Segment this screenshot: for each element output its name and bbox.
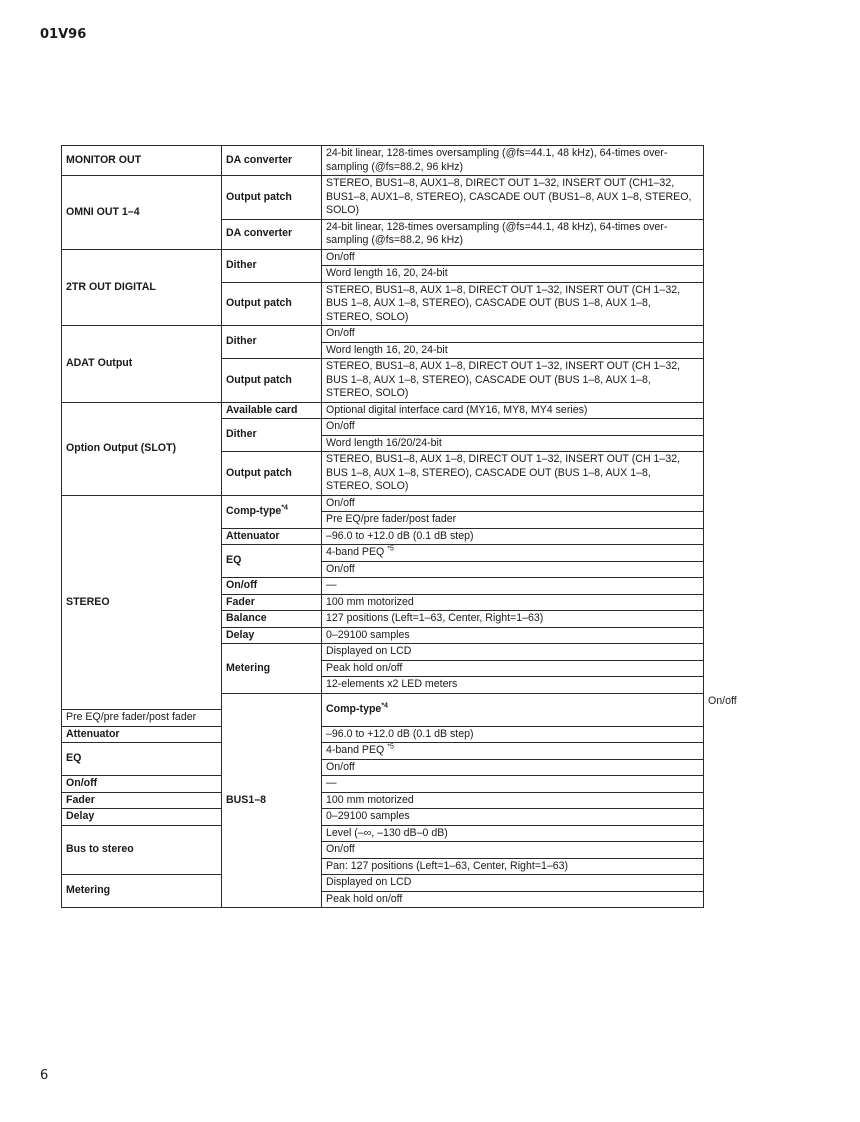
param-label: EQ (222, 545, 322, 578)
param-value: Peak hold on/off (322, 891, 704, 908)
param-label: Output patch (222, 282, 322, 326)
param-label: Available card (222, 402, 322, 419)
param-label (322, 693, 704, 726)
param-label: Delay (62, 809, 222, 826)
param-value: –96.0 to +12.0 dB (0.1 dB step) (322, 528, 704, 545)
section-title: BUS1–8 (222, 693, 322, 908)
param-value: STEREO, BUS1–8, AUX 1–8, DIRECT OUT 1–32, INSERT OUT (CH 1–32, BUS 1–8, AUX 1–8, STEREO), CASCADE OUT (BUS 1–8, AUX 1–8, STEREO, SOLO) (322, 452, 704, 496)
param-label: Metering (62, 875, 222, 908)
param-label: Fader (222, 594, 322, 611)
section-title: STEREO (62, 495, 222, 710)
param-value (322, 743, 704, 760)
param-value: –96.0 to +12.0 dB (0.1 dB step) (322, 726, 704, 743)
table-row (62, 402, 704, 419)
param-label: Attenuator (222, 528, 322, 545)
table-row (62, 495, 704, 512)
table-row: BUS1–8 Comp-type$^{*4}$ On/off (62, 693, 704, 710)
param-value-text: 4-band PEQ (326, 546, 385, 558)
param-value: Word length 16, 20, 24-bit (322, 342, 704, 359)
param-label: DA converter (222, 219, 322, 249)
param-label: Output patch (222, 452, 322, 496)
param-value: Displayed on LCD (322, 875, 704, 892)
param-value: — (322, 776, 704, 793)
param-label: Output patch (222, 359, 322, 403)
param-value: Pre EQ/pre fader/post fader (62, 710, 222, 727)
table-row (62, 776, 704, 793)
table-row (62, 326, 704, 343)
param-label: Delay (222, 627, 322, 644)
param-value: Optional digital interface card (MY16, MY8, MY4 series) (322, 402, 704, 419)
param-label: Metering (222, 644, 322, 694)
param-label-text: Comp-type (326, 702, 382, 715)
param-value: 100 mm motorized (322, 792, 704, 809)
page-header-title: 01V96 (40, 27, 87, 42)
param-value: 12-elements x2 LED meters (322, 677, 704, 694)
param-value: On/off (322, 561, 704, 578)
param-label: Dither (222, 419, 322, 452)
param-label: Bus to stereo (62, 825, 222, 875)
param-value: STEREO, BUS1–8, AUX1–8, DIRECT OUT 1–32, INSERT OUT (CH1–32, BUS1–8, AUX1–8, STEREO), CASCADE OUT (BUS1–8, AUX 1–8, STEREO, SOLO) (322, 176, 704, 220)
param-label-text: Comp-type (226, 504, 282, 517)
footnote-marker: *5 (387, 743, 394, 751)
param-value: On/off (322, 419, 704, 436)
param-value: On/off (322, 842, 704, 859)
param-label: Output patch (222, 176, 322, 220)
footnote-marker: *4 (281, 504, 288, 512)
param-label: EQ (62, 743, 222, 776)
section-title: MONITOR OUT (62, 146, 222, 176)
param-value: 24-bit linear, 128-times oversampling (@fs=44.1, 48 kHz), 64-times over-sampling (@fs=88.2, 96 kHz) (322, 219, 704, 249)
table-row (62, 875, 704, 892)
param-value: Displayed on LCD (322, 644, 704, 661)
page-number: 6 (40, 1068, 49, 1083)
param-value (322, 545, 704, 562)
param-value: Word length 16, 20, 24-bit (322, 266, 704, 283)
param-value-text: 4-band PEQ (326, 744, 385, 756)
param-value: 24-bit linear, 128-times oversampling (@fs=44.1, 48 kHz), 64-times over-sampling (@fs=88.2, 96 kHz) (322, 146, 704, 176)
footnote-marker: *4 (381, 702, 388, 710)
param-label: Balance (222, 611, 322, 628)
param-value: Peak hold on/off (322, 660, 704, 677)
param-label: Dither (222, 249, 322, 282)
param-value: Level (–∞, –130 dB–0 dB) (322, 825, 704, 842)
section-title: ADAT Output (62, 326, 222, 403)
section-title: 2TR OUT DIGITAL (62, 249, 222, 326)
param-value: On/off (322, 759, 704, 776)
table-row (62, 726, 704, 743)
param-label: DA converter (222, 146, 322, 176)
param-value: STEREO, BUS1–8, AUX 1–8, DIRECT OUT 1–32, INSERT OUT (CH 1–32, BUS 1–8, AUX 1–8, STEREO), CASCADE OUT (BUS 1–8, AUX 1–8, STEREO, SOLO) (322, 282, 704, 326)
param-value: 0–29100 samples (322, 809, 704, 826)
param-label (222, 495, 322, 528)
param-value: 127 positions (Left=1–63, Center, Right=1–63) (322, 611, 704, 628)
param-label: Dither (222, 326, 322, 359)
footnote-marker: *5 (387, 545, 394, 553)
param-value: On/off (322, 495, 704, 512)
param-value: On/off (322, 326, 704, 343)
table-row (62, 792, 704, 809)
param-value: STEREO, BUS1–8, AUX 1–8, DIRECT OUT 1–32, INSERT OUT (CH 1–32, BUS 1–8, AUX 1–8, STEREO), CASCADE OUT (BUS 1–8, AUX 1–8, STEREO, SOLO) (322, 359, 704, 403)
param-value: On/off (322, 249, 704, 266)
spec-table (61, 145, 737, 908)
table-row (62, 743, 704, 760)
section-title: Option Output (SLOT) (62, 402, 222, 495)
param-value: Pan: 127 positions (Left=1–63, Center, Right=1–63) (322, 858, 704, 875)
table-row (62, 249, 704, 266)
param-label: On/off (222, 578, 322, 595)
table-row (62, 809, 704, 826)
table-row (62, 176, 704, 220)
param-value: — (322, 578, 704, 595)
param-label: Attenuator (62, 726, 222, 743)
table-row (62, 146, 704, 176)
param-value: 0–29100 samples (322, 627, 704, 644)
table-row (62, 825, 704, 842)
section-title: OMNI OUT 1–4 (62, 176, 222, 250)
param-value: Pre EQ/pre fader/post fader (322, 512, 704, 529)
param-value: Word length 16/20/24-bit (322, 435, 704, 452)
param-value: 100 mm motorized (322, 594, 704, 611)
param-label: On/off (62, 776, 222, 793)
param-label: Fader (62, 792, 222, 809)
